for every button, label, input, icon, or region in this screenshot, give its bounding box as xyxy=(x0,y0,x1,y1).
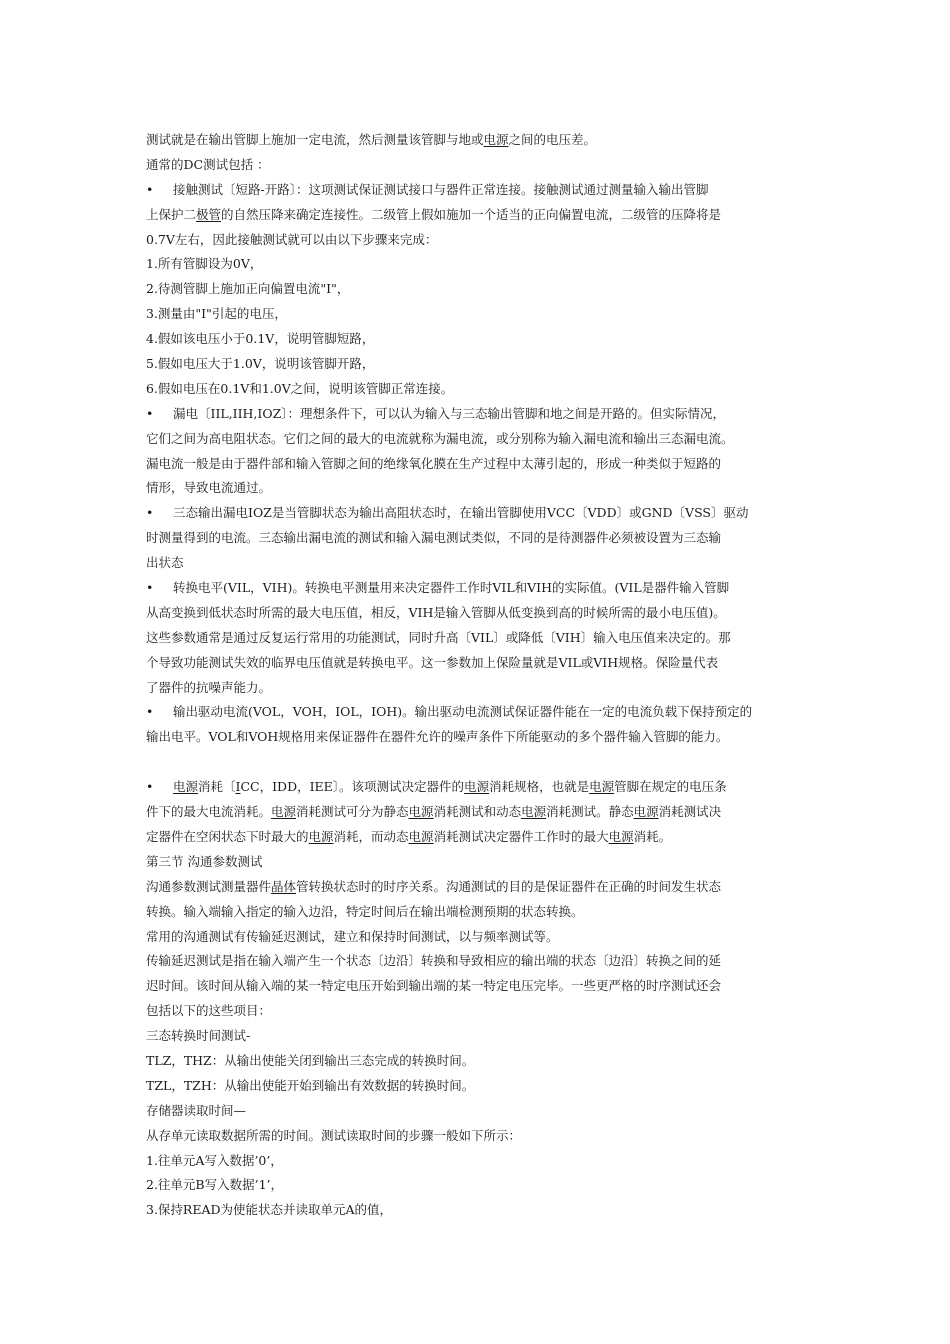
line-text: 4.假如该电压小于0.1V，说明管脚短路， xyxy=(146,331,375,347)
text-line xyxy=(146,153,826,178)
text-line xyxy=(146,178,826,203)
text-line xyxy=(146,277,826,302)
line-text: 3.保持READ为使能状态并读取单元A的值， xyxy=(146,1202,393,1218)
text-line xyxy=(146,352,826,377)
text-line xyxy=(146,700,826,725)
text-line xyxy=(146,1173,826,1198)
bullet-marker: • xyxy=(146,505,154,521)
underlined-link[interactable]: 电源 xyxy=(483,132,509,147)
blank-line xyxy=(146,750,826,775)
underlined-link[interactable]: 电源 xyxy=(271,804,297,820)
line-text: 转换。输入端输入指定的输入边沿，特定时间后在输出端检测预期的状态转换。 xyxy=(146,903,584,919)
line-text: 消耗测试可分为静态 xyxy=(296,804,409,820)
underlined-link[interactable]: 电源 xyxy=(633,804,659,820)
line-text: 常用的沟通测试有传输延迟测试，建立和保持时间测试，以与频率测试等。 xyxy=(146,928,559,944)
text-line xyxy=(146,576,826,601)
line-text: 消耗测试决 xyxy=(658,804,722,820)
text-line xyxy=(146,676,826,701)
text-line xyxy=(146,1099,826,1124)
line-text: TLZ，THZ：从输出使能关闭到输出三态完成的转换时间。 xyxy=(146,1052,475,1068)
underlined-link[interactable]: 电源 xyxy=(608,828,634,844)
line-text: 漏电〔IIL,IIH,IOZ〕：理想条件下，可以认为输入与三态输出管脚和地之间是开路的。但实际情况， xyxy=(173,405,726,421)
line-text: 6.假如电压在0.1V和1.0V之间，说明该管脚正常连接。 xyxy=(146,380,454,396)
text-line xyxy=(146,526,826,551)
line-text: 消耗测试。静态 xyxy=(546,804,634,820)
line-text: 了器件的抗噪声能力。 xyxy=(146,679,272,695)
line-text: 包括以下的这些项目： xyxy=(146,1003,272,1019)
line-text: 2.往单元B写入数据’1’， xyxy=(146,1177,284,1193)
line-text: 接触测试〔短路-开路〕：这项测试保证测试接口与器件正常连接。接触测试通过测量输入输出管脚 xyxy=(173,181,709,197)
line-text: 通常的DC测试包括 ： xyxy=(146,156,270,172)
line-text: 管脚在规定的电压条 xyxy=(614,779,727,795)
text-line xyxy=(146,228,826,253)
text-line xyxy=(146,1024,826,1049)
underlined-link[interactable]: 极管 xyxy=(196,206,222,222)
line-text: 时测量得到的电流。三态输出漏电流的测试和输入漏电测试类似，不同的是待测器件必须被设置为三态输 xyxy=(146,530,722,546)
line-text: 传输延迟测试是指在输入端产生一个状态〔边沿〕转换和导致相应的输出端的状态〔边沿〕转换之间的延 xyxy=(146,953,722,969)
line-text: 迟时间。该时间从输入端的某一特定电压开始到输出端的某一特定电压完毕。一些更严格的时序测试还会 xyxy=(146,978,722,994)
text-line xyxy=(146,825,826,850)
bullet-marker: • xyxy=(146,181,154,197)
document-body xyxy=(146,128,826,1223)
line-text: 消耗〔 xyxy=(198,779,236,795)
text-line xyxy=(146,900,826,925)
line-text: 1.往单元A写入数据’0’， xyxy=(146,1152,283,1168)
text-line xyxy=(146,427,826,452)
underlined-link[interactable]: 电源 xyxy=(408,828,434,844)
line-text: 三态转换时间测试- xyxy=(146,1028,251,1044)
line-text: 件下的最大电流消耗。 xyxy=(146,804,272,820)
line-text: 上保护二 xyxy=(146,206,197,222)
line-text: 从高变换到低状态时所需的最大电压值，相反，VIH是输入管脚从低变换到高的时候所需的最小电压值)。 xyxy=(146,604,726,620)
text-line xyxy=(146,551,826,576)
bullet-marker: • xyxy=(146,779,154,795)
text-line xyxy=(146,725,826,750)
line-text: 5.假如电压大于1.0V，说明该管脚开路， xyxy=(146,356,375,372)
text-line xyxy=(146,1124,826,1149)
line-text: 测试就是在输出管脚上施加一定电流，然后测量该管脚与地或 xyxy=(146,132,484,147)
text-line xyxy=(146,949,826,974)
text-line xyxy=(146,1049,826,1074)
text-line xyxy=(146,128,826,153)
text-line xyxy=(146,452,826,477)
line-text: 管转换状态时的时序关系。沟通测试的目的是保证器件在正确的时间发生状态 xyxy=(296,878,722,894)
line-text: 消耗。 xyxy=(633,828,672,844)
line-text: 第三节 沟通参数测试 xyxy=(146,853,263,869)
line-text: 存储器读取时间— xyxy=(146,1102,247,1118)
line-text: 0.7V左右，因此接触测试就可以由以下步骤来完成： xyxy=(146,231,438,247)
text-line xyxy=(146,601,826,626)
line-text: CC，IDD，IEE〕。该项测试决定器件的 xyxy=(240,779,465,795)
text-line xyxy=(146,974,826,999)
bullet-marker: • xyxy=(146,704,154,720)
bullet-marker: • xyxy=(146,580,154,596)
line-text: 这些参数通常是通过反复运行常用的功能测试，同时升高〔VIL〕或降低〔VIH〕输入电压值来决定的。那 xyxy=(146,629,731,645)
line-text: 输出电平。VOL和VOH规格用来保证器件在器件允许的噪声条件下所能驱动的多个器件输入管脚的能力。 xyxy=(146,729,729,745)
text-line xyxy=(146,925,826,950)
line-text: 输出驱动电流(VOL，VOH，IOL，IOH)。输出驱动电流测试保证器件能在一定的电流负载下保持预定的 xyxy=(173,704,753,720)
line-text: 它们之间为高电阻状态。它们之间的最大的电流就称为漏电流，或分别称为输入漏电流和输出三态漏电流。 xyxy=(146,430,734,446)
line-text: 消耗规格，也就是 xyxy=(489,779,590,795)
underlined-link[interactable]: 电源 xyxy=(308,828,334,844)
line-text: 转换电平(VIL，VIH)。转换电平测量用来决定器件工作时VIL和VIH的实际值。(VIL是器件输入管脚 xyxy=(173,580,730,596)
text-line xyxy=(146,302,826,327)
underlined-link[interactable]: 电源 xyxy=(521,804,547,820)
underlined-link[interactable]: 电源 xyxy=(464,779,490,795)
line-text: 沟通参数测试测量器件 xyxy=(146,878,272,894)
text-line xyxy=(146,800,826,825)
text-line xyxy=(146,377,826,402)
text-line xyxy=(146,327,826,352)
text-line xyxy=(146,203,826,228)
text-line xyxy=(146,626,826,651)
line-text: 3.测量由"I"引起的电压， xyxy=(146,306,287,322)
line-text: TZL，TZH：从输出使能开始到输出有效数据的转换时间。 xyxy=(146,1077,475,1093)
text-line xyxy=(146,775,826,800)
line-text: 三态输出漏电IOZ是当管脚状态为输出高阻状态时，在输出管脚使用VCC〔VDD〕或GND〔VSS〕驱动 xyxy=(173,505,749,521)
text-line xyxy=(146,476,826,501)
text-line xyxy=(146,999,826,1024)
text-line xyxy=(146,850,826,875)
line-text: 漏电流一般是由于器件部和输入管脚之间的绝缘氧化膜在生产过程中太薄引起的，形成一种类似于短路的 xyxy=(146,455,722,471)
text-line xyxy=(146,651,826,676)
underlined-link[interactable]: I xyxy=(235,779,241,795)
line-text: 之间的电压差。 xyxy=(508,132,597,147)
text-line xyxy=(146,1074,826,1099)
text-line xyxy=(146,1198,826,1223)
bullet-marker: • xyxy=(146,405,154,421)
text-line xyxy=(146,402,826,427)
line-text: 的自然压降来确定连接性。二级管上假如施加一个适当的正向偏置电流，二级管的压降将是 xyxy=(221,206,722,222)
line-text: 1.所有管脚设为0V， xyxy=(146,256,263,272)
line-text: 消耗测试决定器件工作时的最大 xyxy=(433,828,609,844)
text-line xyxy=(146,1149,826,1174)
line-text: 2.待测管脚上施加正向偏置电流"I"， xyxy=(146,281,350,297)
text-line xyxy=(146,252,826,277)
line-text: 定器件在空闲状态下时最大的 xyxy=(146,828,309,844)
line-text: 情形，导致电流通过。 xyxy=(146,480,272,496)
text-line xyxy=(146,501,826,526)
line-text: 从存单元读取数据所需的时间。测试读取时间的步骤一般如下所示： xyxy=(146,1127,522,1143)
line-text: 个导致功能测试失效的临界电压值就是转换电平。这一参数加上保险量就是VIL或VIH规格。保险量代表 xyxy=(146,654,719,670)
line-text: 消耗，而动态 xyxy=(333,828,409,844)
line-text: 消耗测试和动态 xyxy=(433,804,522,820)
underlined-link[interactable]: 电源 xyxy=(408,804,434,820)
text-line xyxy=(146,875,826,900)
underlined-link[interactable]: 电源 xyxy=(173,779,199,795)
underlined-link[interactable]: 电源 xyxy=(589,779,615,795)
underlined-link[interactable]: 晶体 xyxy=(271,878,297,894)
line-text: 出状态 xyxy=(146,555,184,571)
